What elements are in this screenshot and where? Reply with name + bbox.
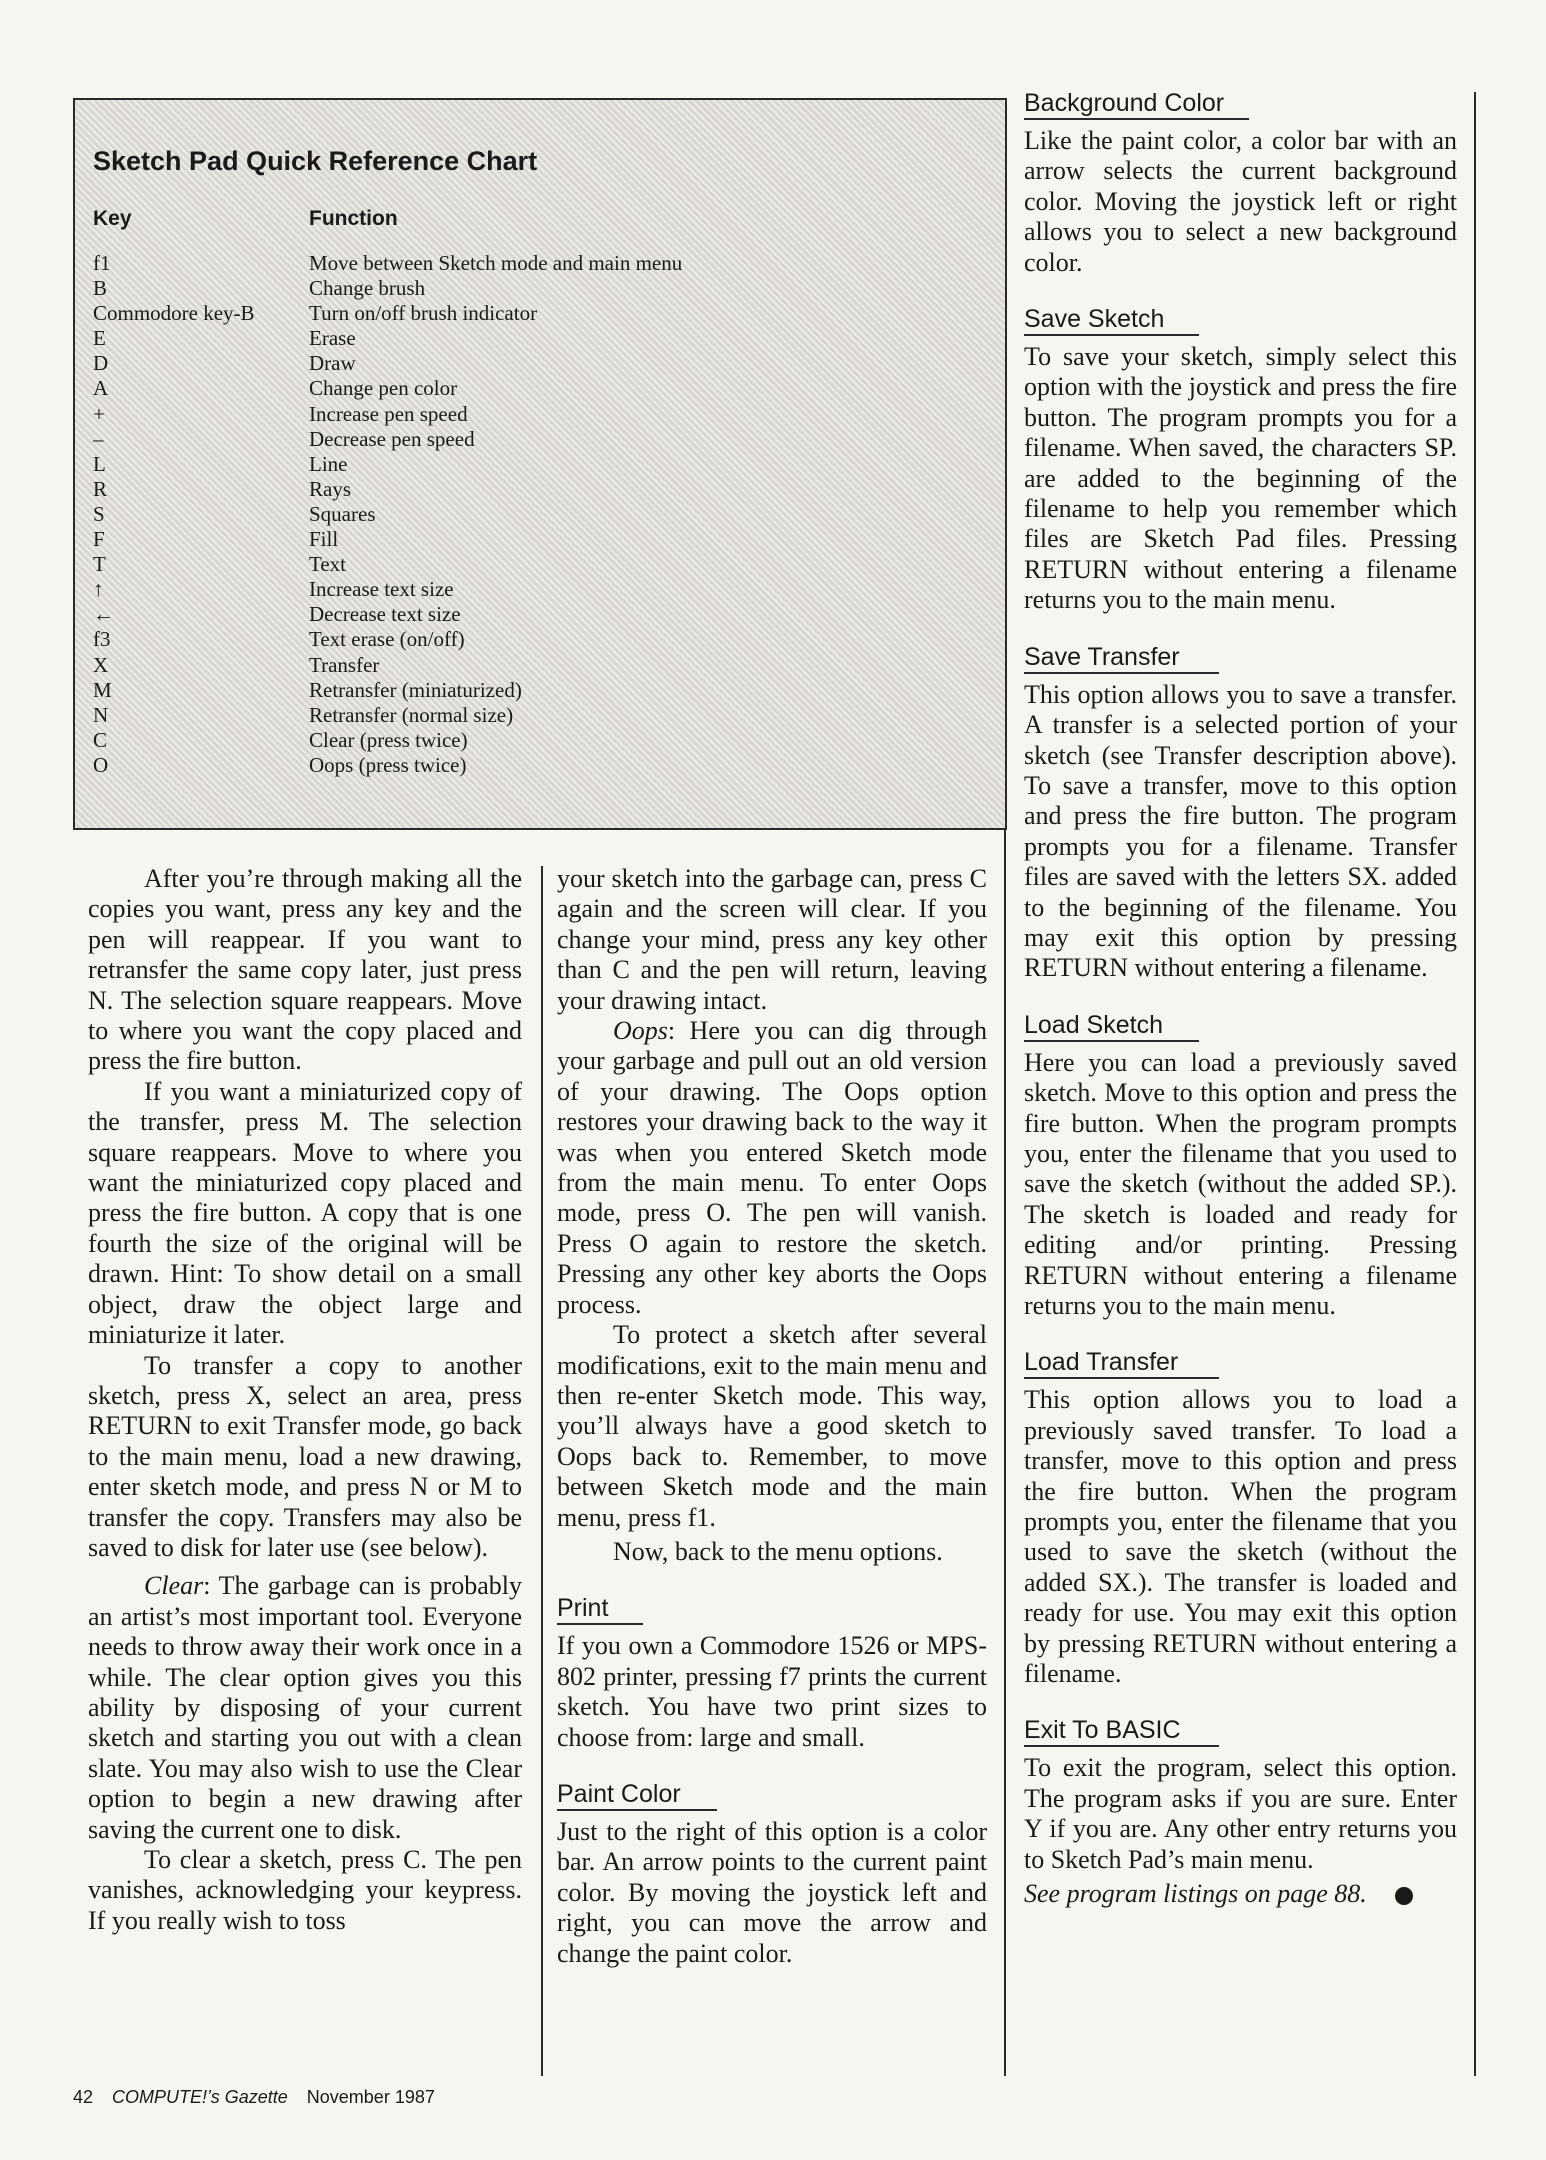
chart-key: X	[93, 652, 109, 677]
chart-key: N	[93, 702, 109, 727]
column-1	[88, 864, 522, 1936]
chart-row	[93, 502, 987, 527]
paragraph	[88, 1571, 522, 1845]
oops-term: Oops	[613, 1016, 668, 1046]
chart-function: Decrease pen speed	[309, 426, 475, 451]
chart-row	[93, 602, 987, 627]
chart-function: Rays	[309, 476, 351, 501]
chart-row	[93, 552, 987, 577]
load-transfer-section	[1024, 1347, 1457, 1689]
chart-row	[93, 351, 987, 376]
chart-key: T	[93, 552, 106, 577]
chart-key: f1	[93, 251, 111, 275]
chart-function: Move between Sketch mode and main menu	[309, 251, 683, 275]
chart-row	[93, 477, 987, 502]
chart-key: O	[93, 752, 109, 777]
issue-date: November 1987	[306, 2087, 435, 2107]
listing-note	[1024, 1879, 1457, 1909]
chart-key: +	[93, 401, 105, 426]
chart-row	[93, 376, 987, 401]
paragraph: your sketch into the garbage can, press C again and the screen will clear. If you change your mind, press any key other than C and the pen will return, leaving your drawing intact.	[557, 864, 987, 1015]
paragraph	[557, 1016, 987, 1320]
chart-function: Fill	[309, 527, 339, 552]
save-transfer-heading: Save Transfer	[1024, 642, 1219, 674]
key-column-header: Key	[93, 207, 132, 230]
load-sketch-heading: Load Sketch	[1024, 1010, 1199, 1042]
paragraph: Here you can load a previously saved sketch. Move to this option and press the fire button. When the program prompts you, enter the filename that you used to save the sketch (without the added SP.). The sketch is loaded and ready for editing and/or printing. Pressing RETURN without entering a filename returns you to the main menu.	[1024, 1047, 1457, 1320]
chart-function: Increase pen speed	[309, 401, 468, 426]
end-of-article-icon	[1395, 1887, 1413, 1905]
paint-color-section	[557, 1779, 987, 1969]
chart-function: Clear (press twice)	[309, 727, 468, 752]
chart-key: D	[93, 351, 109, 376]
background-color-heading: Background Color	[1024, 88, 1249, 120]
chart-key: ←	[93, 602, 114, 627]
chart-key: M	[93, 677, 112, 702]
background-color-section	[1024, 88, 1457, 278]
chart-row	[93, 627, 987, 652]
paragraph: After you’re through making all the copies you want, press any key and the pen will reappear. If you want to retransfer the same copy later, just press N. The selection square reappears. Move to where you want the copy placed and press the fire button.	[88, 864, 522, 1076]
chart-function: Draw	[309, 351, 356, 376]
chart-row	[93, 703, 987, 728]
chart-title: Sketch Pad Quick Reference Chart	[93, 146, 538, 176]
chart-row	[93, 427, 987, 452]
load-sketch-section	[1024, 1010, 1457, 1322]
paragraph: If you want a miniaturized copy of the transfer, press M. The selection square reappears. Move to where you want the miniaturized copy placed and press the fire button. A copy that is one fourth the size of the original will be drawn. Hint: To show detail on a small object, draw the object large and miniaturize it later.	[88, 1076, 522, 1350]
print-heading: Print	[557, 1593, 643, 1625]
chart-row	[93, 577, 987, 602]
chart-key: L	[93, 451, 106, 476]
save-sketch-section	[1024, 304, 1457, 616]
chart-function: Retransfer (miniaturized)	[309, 677, 522, 702]
chart-key: E	[93, 326, 106, 351]
paragraph: To transfer a copy to another sketch, press X, select an area, press RETURN to exit Transfer mode, go back to the main menu, load a new drawing, enter sketch mode, and press N or M to transfer the copy. Transfers may also be saved to disk for later use (see below).	[88, 1350, 522, 1562]
chart-function: Retransfer (normal size)	[309, 702, 514, 727]
paragraph: To save your sketch, simply select this option with the joystick and press the fire button. The program prompts you for a filename. When saved, the characters SP. are added to the beginning of the filename to help you remember which files are Sketch Pad files. Pressing RETURN without entering a filename returns you to the main menu.	[1024, 342, 1457, 615]
chart-row	[93, 251, 987, 276]
chart-row	[93, 301, 987, 326]
chart-key: B	[93, 276, 108, 301]
chart-function: Transfer	[309, 652, 380, 677]
paragraph: Just to the right of this option is a color bar. An arrow points to the current paint color. By moving the joystick left and right, you can move the arrow and change the paint color.	[557, 1816, 987, 1968]
right-rule	[1474, 92, 1476, 2076]
chart-function: Decrease text size	[309, 602, 461, 627]
chart-row	[93, 527, 987, 552]
print-section	[557, 1593, 987, 1753]
save-transfer-section	[1024, 642, 1457, 984]
chart-key: Commodore key-B	[93, 301, 255, 326]
chart-function: Change pen color	[309, 376, 458, 401]
chart-rows	[93, 251, 987, 778]
quick-reference-chart	[73, 98, 1007, 830]
page-footer	[73, 2087, 449, 2108]
paint-color-heading: Paint Color	[557, 1779, 717, 1811]
chart-row	[93, 753, 987, 778]
chart-function: Text erase (on/off)	[309, 627, 465, 652]
clear-term: Clear	[144, 1571, 204, 1601]
paragraph: If you own a Commodore 1526 or MPS-802 printer, pressing f7 prints the current sketch. You have two print sizes to choose from: large and small.	[557, 1631, 987, 1752]
chart-function: Squares	[309, 501, 376, 526]
save-sketch-heading: Save Sketch	[1024, 304, 1199, 336]
exit-to-basic-section	[1024, 1715, 1457, 1909]
chart-function: Text	[309, 552, 347, 577]
chart-header-row	[93, 207, 987, 231]
paragraph-text: : Here you can dig through your garbage and pull out an old version of your drawing. The Oops option restores your drawing back to the way it was when you entered Sketch mode from the main menu. To enter Oops mode, press O. The pen will vanish. Press O again to restore the sketch. Pressing any other key aborts the Oops process.	[557, 1016, 987, 1319]
load-transfer-heading: Load Transfer	[1024, 1347, 1219, 1379]
chart-row	[93, 452, 987, 477]
paragraph: To protect a sketch after several modifications, exit to the main menu and then re-enter Sketch mode. This way, you’ll always have a good sketch to Oops back to. Remember, to move between Sketch mode and the main menu, press f1.	[557, 1320, 987, 1532]
chart-key: f3	[93, 627, 111, 652]
paragraph: Like the paint color, a color bar with an arrow selects the current background color. Moving the joystick left or right allows you to select a new background color.	[1024, 126, 1457, 277]
paragraph: This option allows you to save a transfer. A transfer is a selected portion of your sketch (see Transfer description above). To save a transfer, move to this option and press the fire button. The program prompts you for a filename. Transfer files are saved with the letters SX. added to the beginning of the filename. You may exit this option by pressing RETURN without entering a filename.	[1024, 679, 1457, 983]
chart-row	[93, 653, 987, 678]
paragraph: Now, back to the menu options.	[613, 1536, 943, 1566]
paragraph: To exit the program, select this option. The program asks if you are sure. Enter Y if you are. Any other entry returns you to Sketch Pad’s main menu.	[1024, 1753, 1457, 1874]
page-number: 42	[73, 2087, 94, 2107]
chart-key: S	[93, 501, 105, 526]
paragraph-text: : The garbage can is probably an artist’s most important tool. Everyone needs to throw away their work once in a while. The clear option gives you this ability by disposing of your current sketch and starting you out with a clean slate. You may also wish to use the Clear option to begin a new drawing after saving the current one to disk.	[88, 1571, 522, 1844]
chart-row	[93, 678, 987, 703]
chart-key: C	[93, 727, 108, 752]
chart-key: F	[93, 527, 105, 552]
column-divider	[541, 866, 543, 2076]
chart-row	[93, 276, 987, 301]
function-column-header: Function	[309, 207, 398, 230]
chart-function: Line	[309, 451, 348, 476]
chart-function: Increase text size	[309, 577, 454, 602]
chart-function: Turn on/off brush indicator	[309, 301, 538, 326]
column-3	[1024, 88, 1457, 1910]
chart-key: ↑	[93, 577, 104, 602]
chart-key: –	[93, 426, 104, 451]
exit-to-basic-heading: Exit To BASIC	[1024, 1715, 1219, 1747]
paragraph: This option allows you to load a previously saved transfer. To load a transfer, move to this option and press the fire button. When the program prompts you, enter the filename that you used to save the sketch (without the added SX.). The transfer is loaded and ready for use. You may exit this option by pressing RETURN without entering a filename.	[1024, 1385, 1457, 1689]
magazine-name: COMPUTE!’s Gazette	[112, 2087, 288, 2107]
chart-function: Oops (press twice)	[309, 752, 467, 777]
chart-function: Erase	[309, 326, 356, 351]
chart-key: A	[93, 376, 109, 401]
column-divider	[1004, 830, 1006, 2076]
chart-function: Change brush	[309, 276, 426, 301]
chart-row	[93, 402, 987, 427]
chart-row	[93, 728, 987, 753]
chart-key: R	[93, 476, 108, 501]
column-2	[557, 864, 987, 1969]
paragraph: To clear a sketch, press C. The pen vanishes, acknowledging your keypress. If you really wish to toss	[88, 1845, 522, 1935]
see-listing-text: See program listings on page 88.	[1024, 1879, 1367, 1909]
chart-row	[93, 326, 987, 351]
